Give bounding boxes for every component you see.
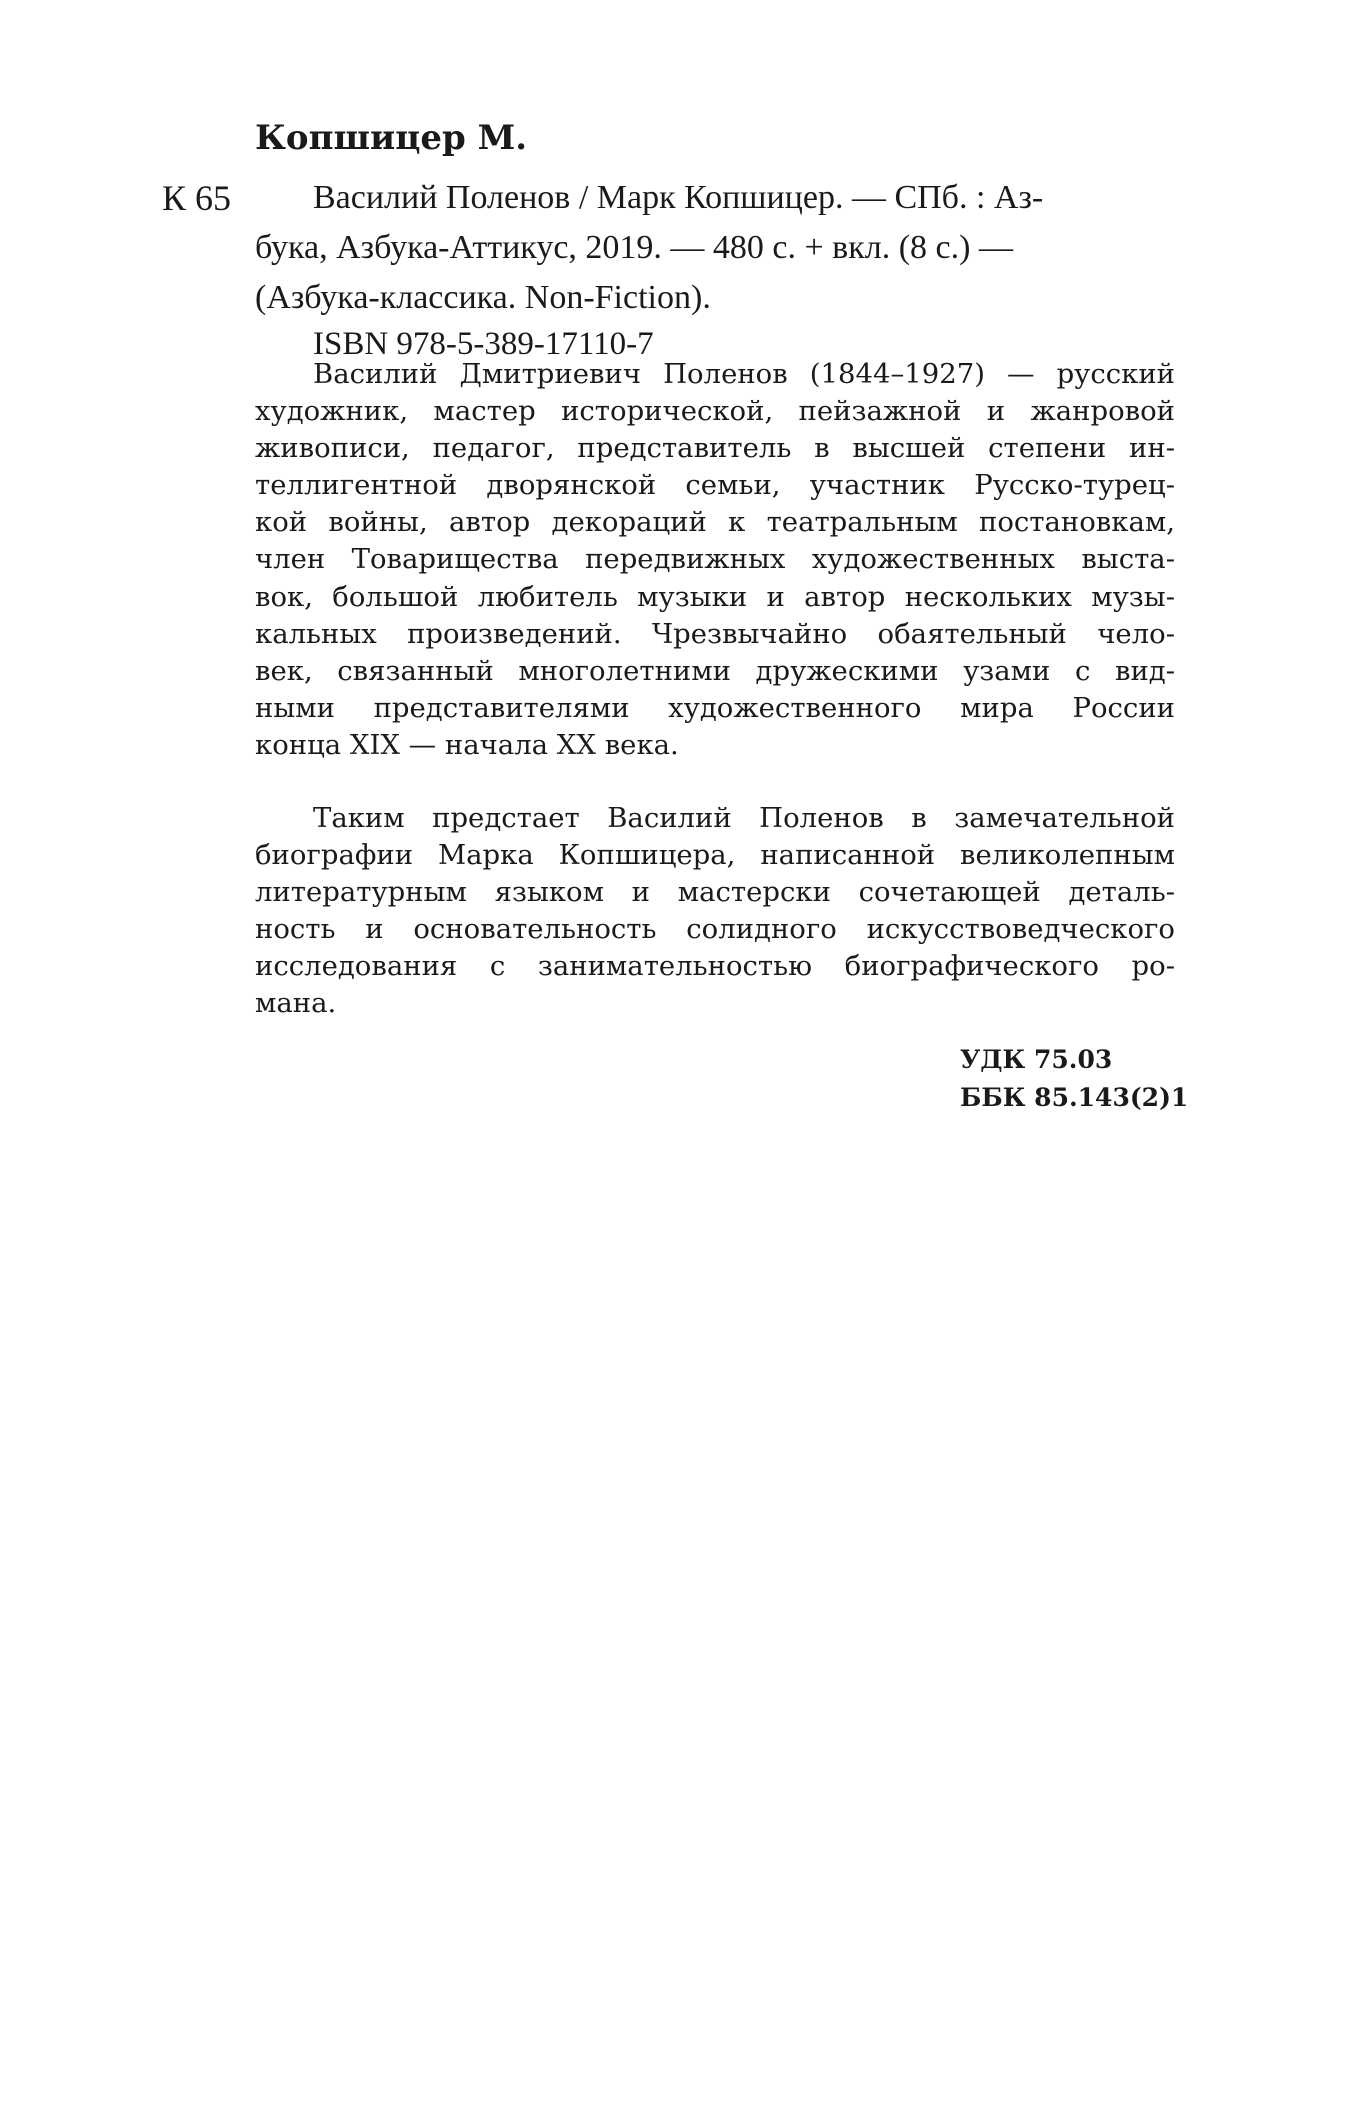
- bbk-code: ББК 85.143(2)1: [960, 1083, 1189, 1112]
- annotation-line: литературным языком и мастерски сочетающей деталь-: [255, 876, 1175, 909]
- annotation-line: биографии Марка Копшицера, написанной великолепным: [255, 839, 1175, 872]
- annotation-line: исследования с занимательностью биографического ро-: [255, 950, 1175, 983]
- annotation-line: ными представителями художественного мира России: [255, 691, 1175, 724]
- bibliographic-line-3: (Азбука-классика. Non-Fiction).: [255, 279, 711, 316]
- author-heading: Копшицер М.: [255, 118, 528, 158]
- annotation-line: кальных произведений. Чрезвычайно обаятельный чело-: [255, 617, 1175, 650]
- annotation-line: живописи, педагог, представитель в высшей степени ин-: [255, 432, 1175, 465]
- catalog-code: К 65: [162, 178, 232, 218]
- annotation-line: Таким предстает Василий Поленов в замечательной: [313, 802, 1175, 834]
- bibliographic-line-2: бука, Азбука-Аттикус, 2019. — 480 с. + вкл. (8 с.) —: [255, 229, 1013, 266]
- annotation-line: век, связанный многолетними дружескими узами с вид-: [255, 654, 1175, 687]
- annotation-line: член Товарищества передвижных художественных выста-: [255, 543, 1175, 576]
- annotation-line: вок, большой любитель музыки и автор нескольких музы-: [255, 580, 1175, 613]
- annotation-line: художник, мастер исторической, пейзажной и жанровой: [255, 395, 1175, 428]
- annotation-line: мана.: [255, 987, 337, 1020]
- annotation-line: конца XIX — начала XX века.: [255, 728, 679, 761]
- udk-code: УДК 75.03: [960, 1045, 1113, 1074]
- annotation-paragraph-2: [255, 800, 1175, 1023]
- annotation-paragraph-1: [255, 356, 1175, 764]
- annotation-line: теллигентной дворянской семьи, участник Русско-турец-: [255, 469, 1175, 502]
- annotation-line: кой войны, автор декораций к театральным постановкам,: [255, 506, 1175, 539]
- isbn: ISBN 978-5-389-17110-7: [313, 326, 654, 362]
- annotation-line: Василий Дмитриевич Поленов (1844–1927) — русский: [313, 358, 1175, 390]
- bibliographic-line-1: Василий Поленов / Марк Копшицер. — СПб. : Аз-: [313, 179, 1044, 216]
- annotation-line: ность и основательность солидного искусствоведческого: [255, 913, 1175, 946]
